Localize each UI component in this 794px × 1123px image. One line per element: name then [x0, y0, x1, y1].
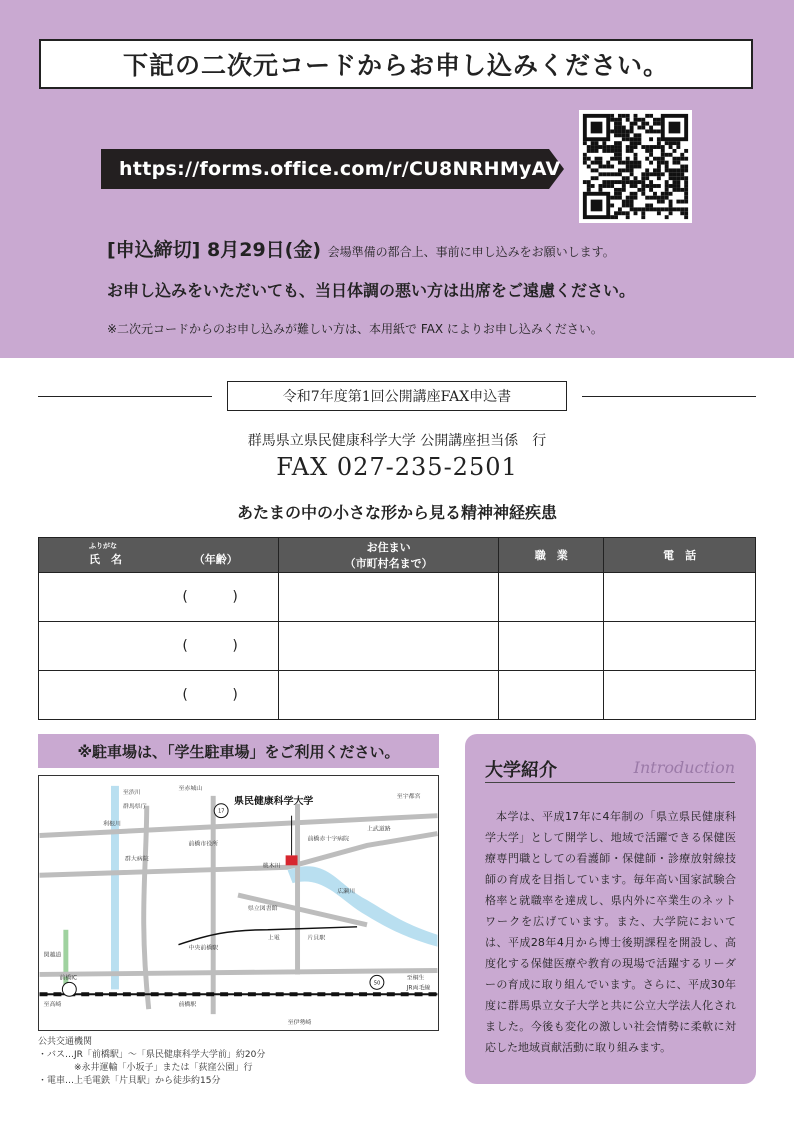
map-label: 至渋川 [122, 788, 141, 796]
map-label: 上電 [267, 934, 280, 942]
age-parentheses: ( ) [182, 687, 258, 703]
address-column-header [278, 538, 499, 573]
phone-cell[interactable] [604, 671, 756, 720]
river-tone-icon [111, 786, 119, 989]
address-cell[interactable] [278, 622, 499, 671]
headline: 下記の二次元コードからお申し込みください。 [39, 39, 753, 89]
fax-number: FAX 027-235-2501 [276, 453, 518, 481]
map-label: 利根川 [103, 820, 121, 828]
map-label: 県立図書館 [247, 904, 278, 912]
table-row [39, 671, 756, 720]
map-label: 前橋駅 [178, 1001, 197, 1009]
map-label: 前橋市役所 [188, 840, 219, 848]
form-url-link[interactable] [101, 149, 564, 189]
address-cell[interactable] [278, 671, 499, 720]
age-parentheses: ( ) [182, 638, 258, 654]
deadline-date: 8月29日(金) [207, 239, 322, 261]
route-label: 17 [218, 808, 225, 815]
phone-cell[interactable] [604, 573, 756, 622]
phone-cell[interactable] [604, 622, 756, 671]
map-label: 群大病院 [124, 855, 149, 863]
transit-train: ・電車…上毛電鉄「片貝駅」から徒歩約15分 [38, 1076, 221, 1086]
deadline [107, 235, 615, 262]
name-ruby: ふりがな [89, 542, 117, 550]
name-cell[interactable] [39, 573, 279, 622]
map-label: 広瀬川 [337, 888, 356, 896]
divider-left [38, 396, 212, 397]
phone-column-header: 電 話 [604, 538, 756, 573]
addressee: 群馬県立県民健康科学大学 公開講座担当係 行 [247, 433, 547, 449]
name-label: 氏 名 [89, 553, 122, 566]
map-label: 前橋IC [59, 974, 78, 982]
intro-title: 大学紹介 [485, 760, 557, 781]
map-label: 中央前橋駅 [188, 944, 219, 952]
lecture-title: あたまの中の小さな形から見る精神神経疾患 [236, 503, 557, 522]
university-marker-icon [286, 855, 298, 865]
university-label: 県民健康科学大学 [234, 795, 314, 807]
transit-info [38, 1036, 265, 1088]
table-row [39, 622, 756, 671]
interchange-icon [62, 982, 76, 996]
university-intro [465, 734, 756, 1084]
map-label: 至高崎 [43, 1001, 62, 1009]
address-cell[interactable] [278, 573, 499, 622]
form-url[interactable]: https://forms.office.com/r/CU8NRHMyAV [119, 158, 561, 180]
green-strip-icon [63, 930, 68, 992]
fax-note: ※二次元コードからのお申し込みが難しい方は、本用紙で FAX によりお申し込みください。 [107, 322, 603, 336]
table-header-row [39, 538, 756, 573]
address-sub-label: （市町村名まで） [344, 557, 433, 570]
map-label: JR両毛線 [406, 984, 431, 992]
parking-notice: ※駐車場は、「学生駐車場」をご利用ください。 [38, 734, 439, 768]
map-label: 至桐生 [406, 974, 425, 982]
intro-header [485, 754, 735, 783]
name-column-header [39, 538, 279, 573]
map-label: 桃木川 [262, 862, 281, 870]
table-row [39, 573, 756, 622]
application-table [38, 537, 756, 720]
age-label: （年齢） [193, 553, 238, 566]
qr-code-icon[interactable] [579, 110, 692, 223]
map-label: 至伊勢崎 [287, 1019, 312, 1027]
address-label: お住まい [366, 541, 411, 554]
transit-bus: ・バス…JR「前橋駅」～「県民健康科学大学前」約20分 [38, 1050, 266, 1060]
map-label: 至赤城山 [178, 784, 203, 792]
form-title: 令和7年度第1回公開講座FAX申込書 [227, 381, 567, 411]
map-label: 片貝駅 [307, 934, 326, 942]
job-column-header: 職 業 [499, 538, 604, 573]
intro-title-en: Introduction [633, 758, 735, 777]
map-label: 前橋赤十字病院 [307, 835, 350, 843]
transit-bus-note: ※永井運輸「小坂子」または「荻窪公園」行 [74, 1063, 253, 1073]
name-cell[interactable] [39, 671, 279, 720]
job-cell[interactable] [499, 573, 604, 622]
deadline-note: 会場準備の都合上、事前に申し込みをお願いします。 [327, 245, 615, 259]
route-label: 50 [373, 980, 381, 987]
name-cell[interactable] [39, 622, 279, 671]
access-map [38, 775, 439, 1031]
map-label: 上武道路 [366, 825, 391, 833]
health-warning: お申し込みをいただいても、当日体調の悪い方は出席をご遠慮ください。 [107, 281, 636, 300]
deadline-label: [申込締切] [107, 239, 201, 261]
age-parentheses: ( ) [182, 589, 258, 605]
divider-right [582, 396, 756, 397]
application-banner [0, 0, 794, 358]
job-cell[interactable] [499, 671, 604, 720]
map-label: 群馬県庁 [122, 802, 147, 810]
map-label: 関越道 [43, 951, 62, 959]
transit-title: 公共交通機関 [38, 1037, 93, 1047]
map-label: 至宇都宮 [396, 792, 421, 800]
intro-body: 本学は、平成17年に4年制の「県立県民健康科学大学」として開学し、地域で活躍できる保健医療専門職としての看護師・保健師・診療放射線技師の育成を目指しています。毎年高い国家試験合格率と就職率を達成し、県内外に卒業生のネットワークを広げています。また、大学院においては、平成28年4月から博士後期課程を開設し、高度化する保健医療や教育の現場で活躍するリーダーの育成に取り組んでいます。さらに、平成30年度に群馬県立女子大学と共に公立大学法人化されました。今後も変化の激しい社会情勢に柔軟に対応した地域貢献活動に取り組みます。 [485, 810, 736, 1054]
job-cell[interactable] [499, 622, 604, 671]
